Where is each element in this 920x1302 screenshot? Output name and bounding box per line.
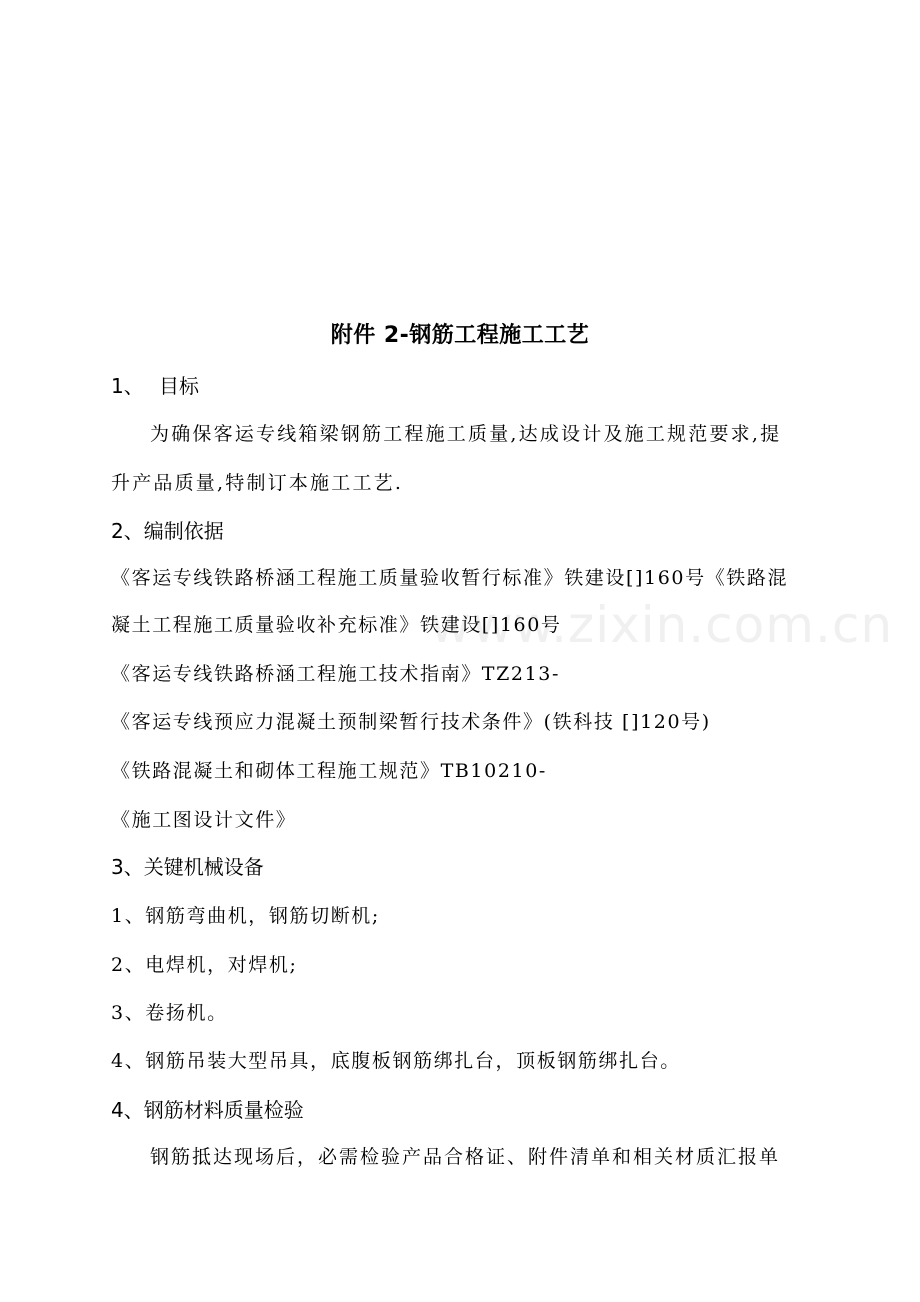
section-1-paragraph-line-1: 为确保客运专线箱梁钢筋工程施工质量,达成设计及施工规范要求,提 [150,423,782,445]
reference-line: 《铁路混凝土和砌体工程施工规范》TB10210- [111,760,547,782]
section-4-heading: 4、钢筋材料质量检验 [111,1098,304,1122]
section-4-paragraph-line-1: 钢筋抵达现场后，必需检验产品合格证、附件清单和相关材质汇报单 [150,1146,781,1168]
section-2-heading: 2、编制依据 [111,519,224,543]
section-1-paragraph-line-2: 升产品质量,特制订本施工工艺. [111,472,404,494]
section-1-heading [111,370,199,399]
section-1-title: 目标 [159,374,199,398]
equipment-item: 1、钢筋弯曲机，钢筋切断机; [111,905,380,927]
section-1-number: 1、 [111,374,144,398]
reference-line: 《客运专线预应力混凝土预制梁暂行技术条件》(铁科技 []120号) [111,711,711,733]
section-3-heading: 3、关键机械设备 [111,855,264,879]
reference-line: 《客运专线铁路桥涵工程施工质量验收暂行标准》铁建设[]160号《铁路混 [111,567,789,589]
watermark: www.zixin.com.cn [430,596,894,654]
equipment-item: 2、电焊机，对焊机; [111,954,298,976]
reference-line: 凝土工程施工质量验收补充标准》铁建设[]160号 [111,614,562,636]
reference-line: 《客运专线铁路桥涵工程施工技术指南》TZ213- [111,663,560,685]
equipment-item: 4、钢筋吊装大型吊具，底腹板钢筋绑扎台，顶板钢筋绑扎台。 [111,1050,681,1072]
reference-line: 《施工图设计文件》 [111,809,297,831]
equipment-item: 3、卷扬机。 [111,1002,228,1024]
document-title: 附件 2-钢筋工程施工工艺 [330,323,590,348]
